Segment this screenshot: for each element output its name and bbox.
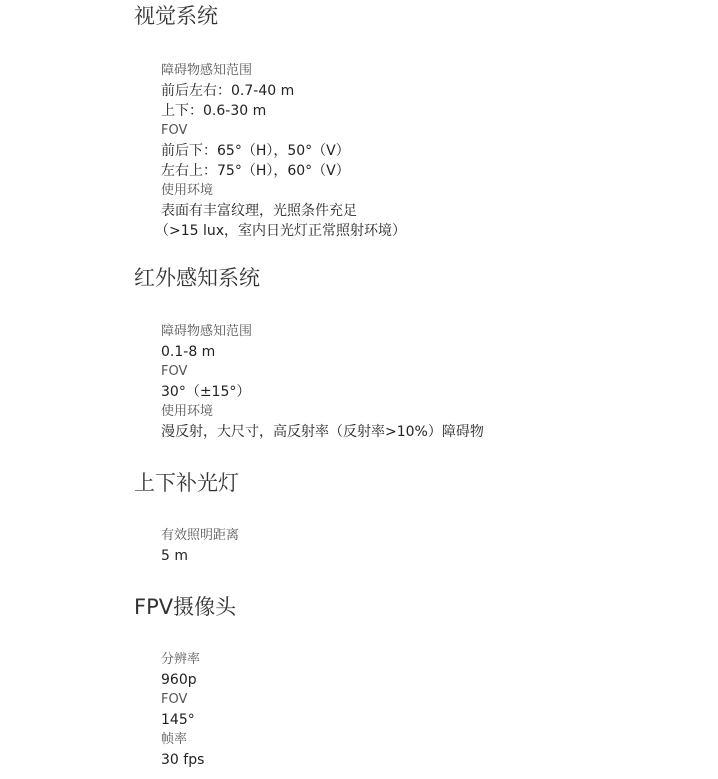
spec-list [161,650,204,770]
spec-list [161,322,484,442]
spec-value: 30 fps [161,752,205,768]
spec-value: 145° [161,712,195,728]
spec-value: 0.1-8 m [161,344,216,360]
section-title: FPV摄像头 [134,595,237,619]
spec-value: 表面有丰富纹理，光照条件充足 [161,203,357,219]
spec-label: 障碍物感知范围 [161,63,253,78]
spec-label: FOV [161,123,188,138]
spec-label: 使用环境 [161,404,214,419]
spec-value: 前后左右：0.7-40 m [161,83,295,99]
spec-value: 上下：0.6-30 m [161,103,267,119]
spec-value: 左右上：75°（H），60°（V） [161,163,350,179]
spec-value: 5 m [161,548,188,564]
spec-label: FOV [161,692,188,707]
spec-label: 有效照明距离 [161,528,240,543]
spec-label: 障碍物感知范围 [161,324,253,339]
section-title: 上下补光灯 [134,471,239,495]
spec-label: 分辨率 [161,652,201,667]
spec-value: 漫反射，大尺寸，高反射率（反射率>10%）障碍物 [161,424,484,440]
spec-label: FOV [161,364,188,379]
spec-label: 使用环境 [161,183,214,198]
spec-list [155,61,407,241]
spec-value: 前后下：65°（H），50°（V） [161,143,350,159]
spec-value: 960p [161,672,197,688]
spec-value: （>15 lux，室内日光灯正常照射环境） [155,223,407,239]
spec-value: 30°（±15°） [161,384,251,400]
section-title: 视觉系统 [134,4,218,28]
spec-list [161,526,239,566]
section-title: 红外感知系统 [134,266,260,290]
spec-label: 帧率 [161,732,188,747]
